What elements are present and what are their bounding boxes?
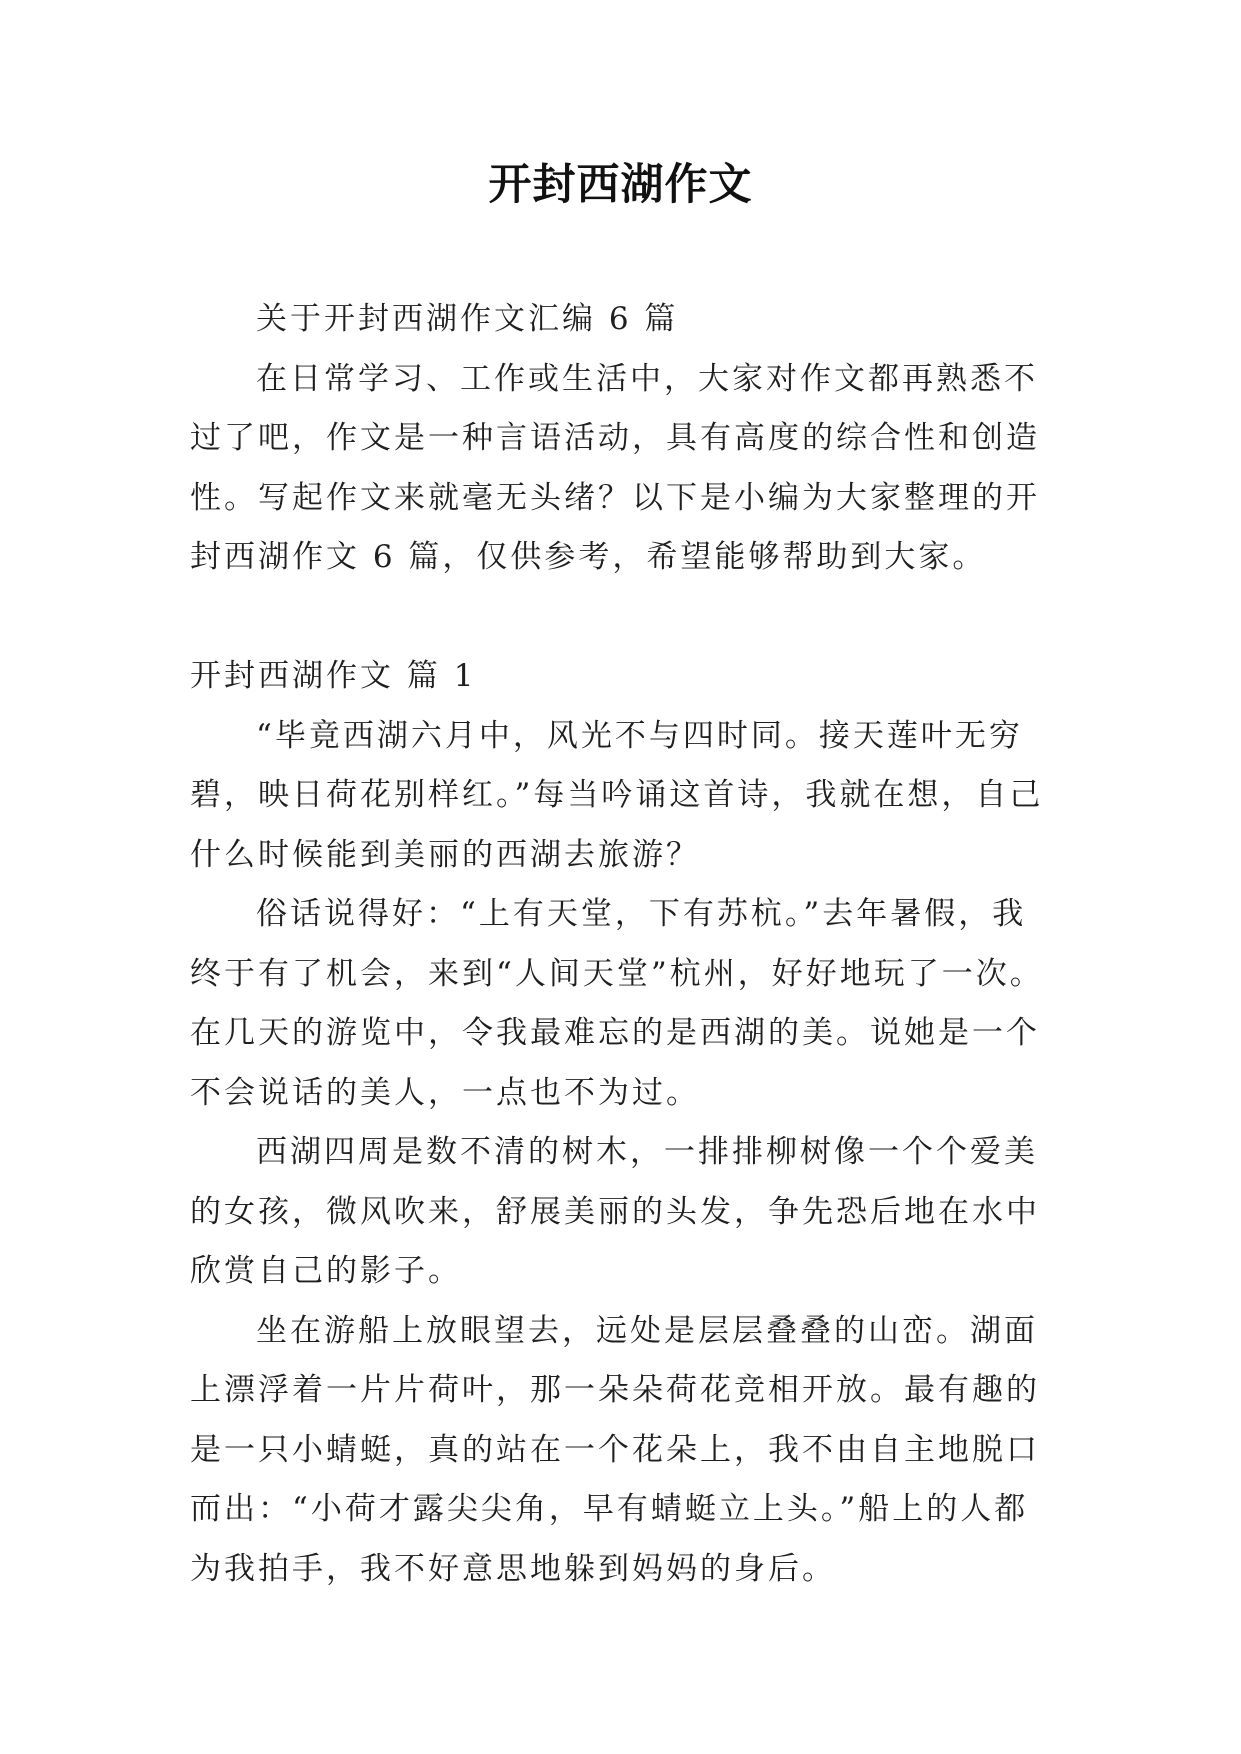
intro-paragraph: 在日常学习、工作或生活中，大家对作文都再熟悉不过了吧，作文是一种言语活动，具有高度的综合性和创造性。写起作文来就毫无头绪？以下是小编为大家整理的开封西湖作文 6 篇，仅供参考，希望能够帮助到大家。 <box>190 360 1040 575</box>
document-body <box>190 290 1060 1599</box>
section-spacer <box>190 588 1060 648</box>
section-paragraph: 西湖四周是数不清的树木，一排排柳树像一个个爱美的女孩，微风吹来，舒展美丽的头发，争先恐后地在水中欣赏自己的影子。 <box>190 1134 1040 1289</box>
section-paragraph: 坐在游船上放眼望去，远处是层层叠叠的山峦。湖面上漂浮着一片片荷叶，那一朵朵荷花竞相开放。最有趣的是一只小蜻蜓，真的站在一个花朵上，我不由自主地脱口而出：“小荷才露尖尖角，早有蜻蜓立上头。”船上的人都为我拍手，我不好意思地躲到妈妈的身后。 <box>190 1312 1040 1587</box>
section-heading: 开封西湖作文 篇 1 <box>190 658 477 694</box>
intro-subtitle: 关于开封西湖作文汇编 6 篇 <box>256 301 679 337</box>
document-title: 开封西湖作文 <box>488 160 753 210</box>
section-paragraph: “毕竟西湖六月中，风光不与四时同。接天莲叶无穷碧，映日荷花别样红。”每当吟诵这首诗，我就在想，自己什么时候能到美丽的西湖去旅游？ <box>190 717 1044 873</box>
section-paragraph: 俗话说得好：“上有天堂，下有苏杭。”去年暑假，我终于有了机会，来到“人间天堂”杭州，好好地玩了一次。在几天的游览中，令我最难忘的是西湖的美。说她是一个不会说话的美人，一点也不为过。 <box>190 896 1044 1111</box>
